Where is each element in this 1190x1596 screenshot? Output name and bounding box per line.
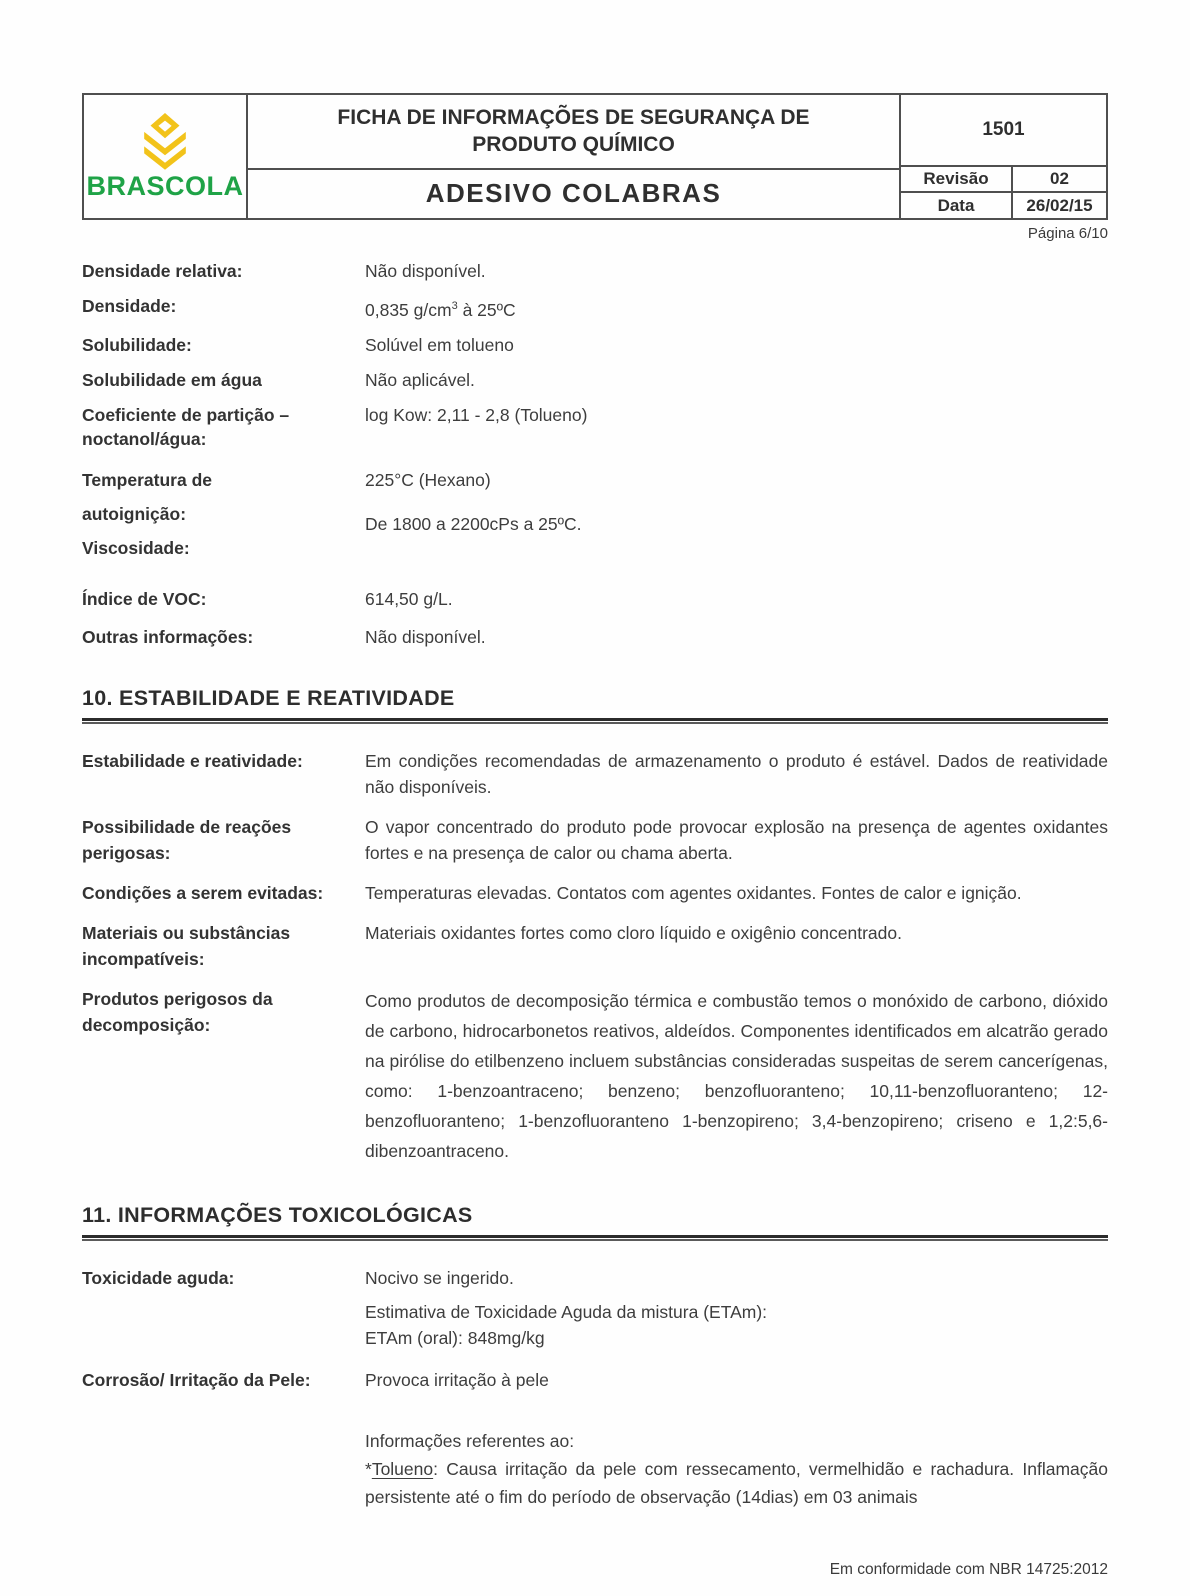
- row-text: Em condições recomendadas de armazenamento o produto é estável. Dados de reatividade não disponíveis.: [365, 750, 1108, 797]
- property-label: Solubilidade em água: [82, 369, 262, 390]
- property-row: [82, 587, 1108, 611]
- product-name: ADESIVO COLABRAS: [425, 178, 722, 209]
- row-label: Condições a serem evitadas:: [82, 882, 324, 903]
- property-row: [82, 368, 1108, 392]
- row-text: Temperaturas elevadas. Contatos com agentes oxidantes. Fontes de calor e ignição.: [365, 882, 1022, 903]
- row-text: Como produtos de decomposição térmica e combustão temos o monóxido de carbono, dióxido de carbono, hidrocarbonetos reativos, aldeídos. Componentes identificados em alcatrão gerado na pirólise do etilbenzeno incluem substâncias consideradas suspeitas de serem cancerígenas, como: 1-benzoantraceno; benzeno; benzofluoranteno; 10,11-benzofluoranteno; 12-benzofluoranteno; 1-benzofluoranteno 1-benzopireno; 3,4-benzopireno; criseno e 1,2:5,6-dibenzoantraceno.: [365, 990, 1108, 1161]
- section-10-heading: 10. ESTABILIDADE E REATIVIDADE: [82, 686, 1108, 721]
- autoignition-label-line2: autoignição:: [82, 503, 187, 524]
- header-table: [82, 93, 1108, 220]
- doc-number: 1501: [901, 95, 1106, 167]
- row-label: Possibilidade de reações perigosas:: [82, 816, 292, 863]
- density-value-pre: 0,835 g/cm: [365, 299, 452, 320]
- autoignition-label-line1: Temperatura de: [82, 469, 212, 490]
- toluene-asterisk: *: [365, 1458, 372, 1479]
- row-label: Produtos perigosos da decomposição:: [82, 988, 273, 1035]
- other-info-label: Outras informações:: [82, 626, 254, 647]
- revision-label: Revisão: [901, 167, 1013, 192]
- header-meta-cell: [901, 95, 1106, 218]
- section-row: [82, 986, 1108, 1166]
- property-value: [365, 294, 1108, 322]
- toluene-word: Tolueno: [371, 1458, 434, 1479]
- property-value: Solúvel em tolueno: [365, 334, 514, 355]
- etam-line1: Estimativa de Toxicidade Aguda da mistura (ETAm):: [365, 1301, 768, 1322]
- property-label: Densidade:: [82, 296, 177, 316]
- toluene-paragraph: [365, 1455, 1108, 1511]
- property-row: [82, 403, 1108, 451]
- header-title-cell: [248, 95, 901, 218]
- date-value: 26/02/15: [1026, 195, 1093, 215]
- skin-corrosion-label: Corrosão/ Irritação da Pele:: [82, 1369, 311, 1390]
- section-row: [82, 1299, 1108, 1351]
- property-row: [82, 625, 1108, 649]
- viscosity-value: De 1800 a 2200cPs a 25ºC.: [365, 513, 582, 534]
- reference-intro: Informações referentes ao:: [365, 1430, 575, 1451]
- toluene-block: [365, 1427, 1108, 1511]
- revision-value: 02: [1050, 168, 1069, 188]
- row-label: Materiais ou substâncias incompatíveis:: [82, 922, 291, 969]
- section-11-heading: 11. INFORMAÇÕES TOXICOLÓGICAS: [82, 1203, 1108, 1238]
- date-row: [901, 191, 1106, 218]
- section-row: [82, 880, 1108, 906]
- section-row: [82, 920, 1108, 972]
- property-value: Não aplicável.: [365, 369, 475, 390]
- brascola-diamond-icon: [133, 113, 197, 171]
- row-text: Materiais oxidantes fortes como cloro líquido e oxigênio concentrado.: [365, 922, 902, 943]
- property-value: Não disponível.: [365, 261, 486, 281]
- partition-label-line2: noctanol/água:: [82, 428, 207, 449]
- section-row: [82, 1407, 1108, 1511]
- thermo-values: [365, 468, 1108, 570]
- brand-logo: [84, 95, 248, 218]
- etam-block: [365, 1299, 1108, 1351]
- property-label: Densidade relativa:: [82, 261, 243, 281]
- property-row: [82, 259, 1108, 283]
- partition-label-line1: Coeficiente de partição –: [82, 404, 290, 425]
- row-text: O vapor concentrado do produto pode provocar explosão na presença de agentes oxidantes fortes e na presença de calor ou chama aberta.: [365, 816, 1108, 863]
- density-value-exponent: 3: [451, 300, 458, 312]
- row-label: Estabilidade e reatividade:: [82, 750, 303, 771]
- date-label: Data: [901, 193, 1013, 218]
- conformity-note: Em conformidade com NBR 14725:2012: [829, 1560, 1108, 1578]
- property-row: [82, 333, 1108, 357]
- density-value-post: à 25ºC: [457, 299, 516, 320]
- doc-title: FICHA DE INFORMAÇÕES DE SEGURANÇA DE PRODUTO QUÍMICO: [248, 95, 899, 170]
- properties-list: [82, 259, 1108, 649]
- acute-toxicity-label: Toxicidade aguda:: [82, 1267, 235, 1288]
- voc-label: Índice de VOC:: [82, 588, 207, 609]
- etam-line2: ETAm (oral): 848mg/kg: [365, 1327, 545, 1348]
- section-row: [82, 748, 1108, 800]
- skin-corrosion-value: Provoca irritação à pele: [365, 1369, 549, 1390]
- row-label-empty: [82, 1407, 365, 1511]
- brand-name: BRASCOLA: [86, 171, 244, 201]
- property-label: [82, 403, 365, 451]
- section-row: [82, 1265, 1108, 1291]
- thermo-labels: [82, 468, 365, 570]
- property-row-autoignition-viscosity: [82, 468, 1108, 570]
- revision-row: [901, 167, 1106, 192]
- row-label-empty: [82, 1299, 365, 1351]
- property-value: log Kow: 2,11 - 2,8 (Tolueno): [365, 404, 588, 425]
- property-row: [82, 294, 1108, 322]
- viscosity-label: Viscosidade:: [82, 537, 190, 558]
- header-meta-rows: [901, 167, 1106, 218]
- section-row: [82, 814, 1108, 866]
- section-row: [82, 1367, 1108, 1393]
- page-number: Página 6/10: [1027, 225, 1108, 242]
- voc-value: 614,50 g/L.: [365, 588, 453, 609]
- other-info-value: Não disponível.: [365, 626, 486, 647]
- toluene-text: : Causa irritação da pele com ressecamento, vermelhidão e rachadura. Inflamação persistente até o fim do período de observação (14dias) em 03 animais: [365, 1458, 1108, 1507]
- autoignition-value: 225°C (Hexano): [365, 469, 491, 490]
- acute-toxicity-value: Nocivo se ingerido.: [365, 1267, 514, 1288]
- property-label: Solubilidade:: [82, 334, 192, 355]
